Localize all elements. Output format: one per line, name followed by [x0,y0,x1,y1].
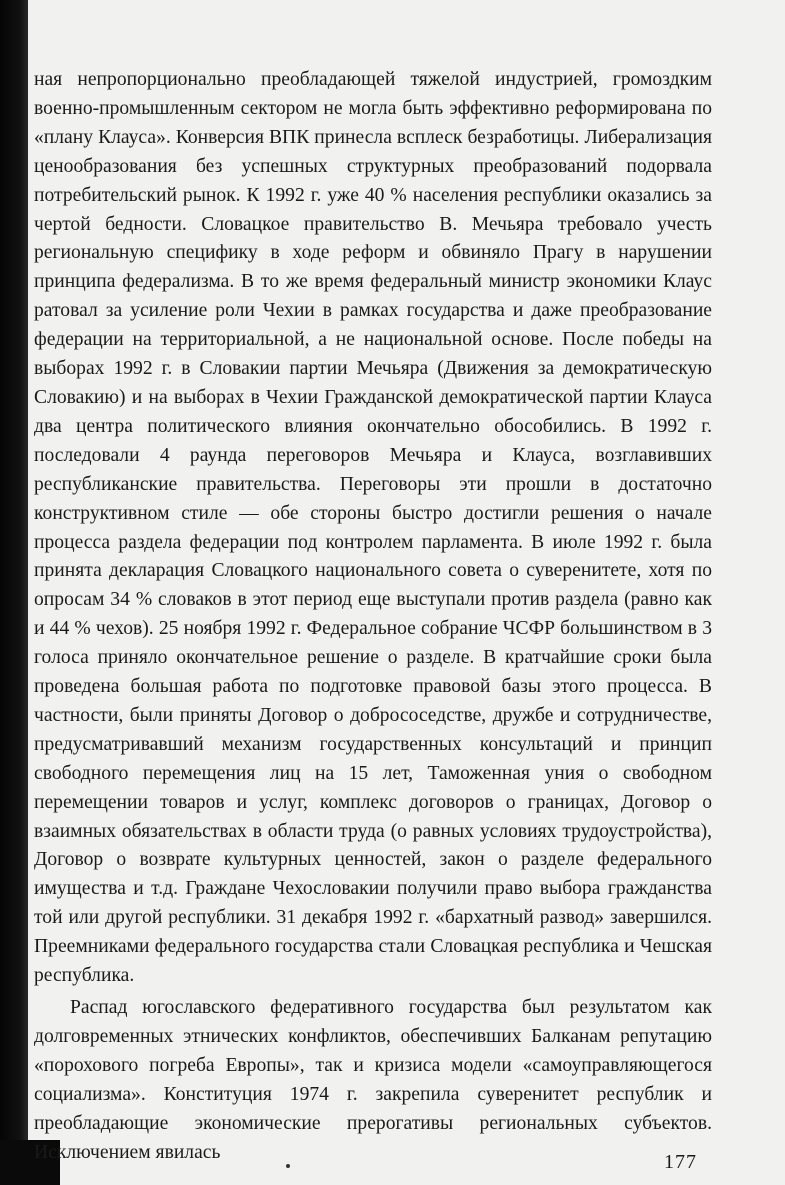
paragraph-2: Распад югославского федеративного государства был результатом как долговременных этнических конфликтов, обеспечивших Балканам репутацию «порохового погреба Европы», так и кризиса модели «самоуправляющегося социализма». Конституция 1974 г. закрепила суверенитет республик и преобладающие экономические прерогативы региональных субъектов. Исключением явилась [34,997,712,1163]
page-number: 177 [664,1151,697,1173]
scan-speck [286,1164,290,1168]
page-body [34,66,712,1167]
scan-shadow-left [0,0,28,1185]
paragraph-1: ная непропорционально преобладающей тяжелой индустрией, громоздким военно-промышленным сектором не могла быть эффективно реформирована по «плану Клауса». Конверсия ВПК принесла всплеск безработицы. Либерализация ценообразования без успешных структурных преобразований подорвала потребительский рынок. К 1992 г. уже 40 % населения республики оказались за чертой бедности. Словацкое правительство В. Мечьяра требовало учесть региональную специфику в ходе реформ и обвиняло Прагу в нарушении принципа федерализма. В то же время федеральный министр экономики Клаус ратовал за усиление роли Чехии в рамках государства и даже преобразование федерации на территориальной, а не национальной основе. После победы на выборах 1992 г. в Словакии партии Мечьяра (Движения за демократическую Словакию) и на выборах в Чехии Гражданской демократической партии Клауса два центра политического влияния окончательно обособились. В 1992 г. последовали 4 раунда переговоров Мечьяра и Клауса, возглавивших республиканские правительства. Переговоры эти прошли в достаточно конструктивном стиле — обе стороны быстро достигли решения о начале процесса раздела федерации под контролем парламента. В июле 1992 г. была принята декларация Словацкого национального совета о суверенитете, хотя по опросам 34 % словаков в этот период еще выступали против раздела (равно как и 44 % чехов). 25 ноября 1992 г. Федеральное собрание ЧСФР большинством в 3 голоса приняло окончательное решение о разделе. В кратчайшие сроки была проведена большая работа по подготовке правовой базы этого процесса. В частности, были приняты Договор о добрососедстве, дружбе и сотрудничестве, предусматривавший механизм государственных консультаций и принцип свободного перемещения лиц на 15 лет, Таможенная уния о свободном перемещении товаров и услуг, комплекс договоров о границах, Договор о взаимных обязательствах в области труда (о равных условиях трудоустройства), Договор о возврате культурных ценностей, закон о разделе федерального имущества и т.д. Граждане Чехословакии получили право выбора гражданства той или другой республики. 31 декабря 1992 г. «бархатный развод» завершился. Преемниками федерального государства стали Словацкая республика и Чешская республика. [34,69,712,987]
